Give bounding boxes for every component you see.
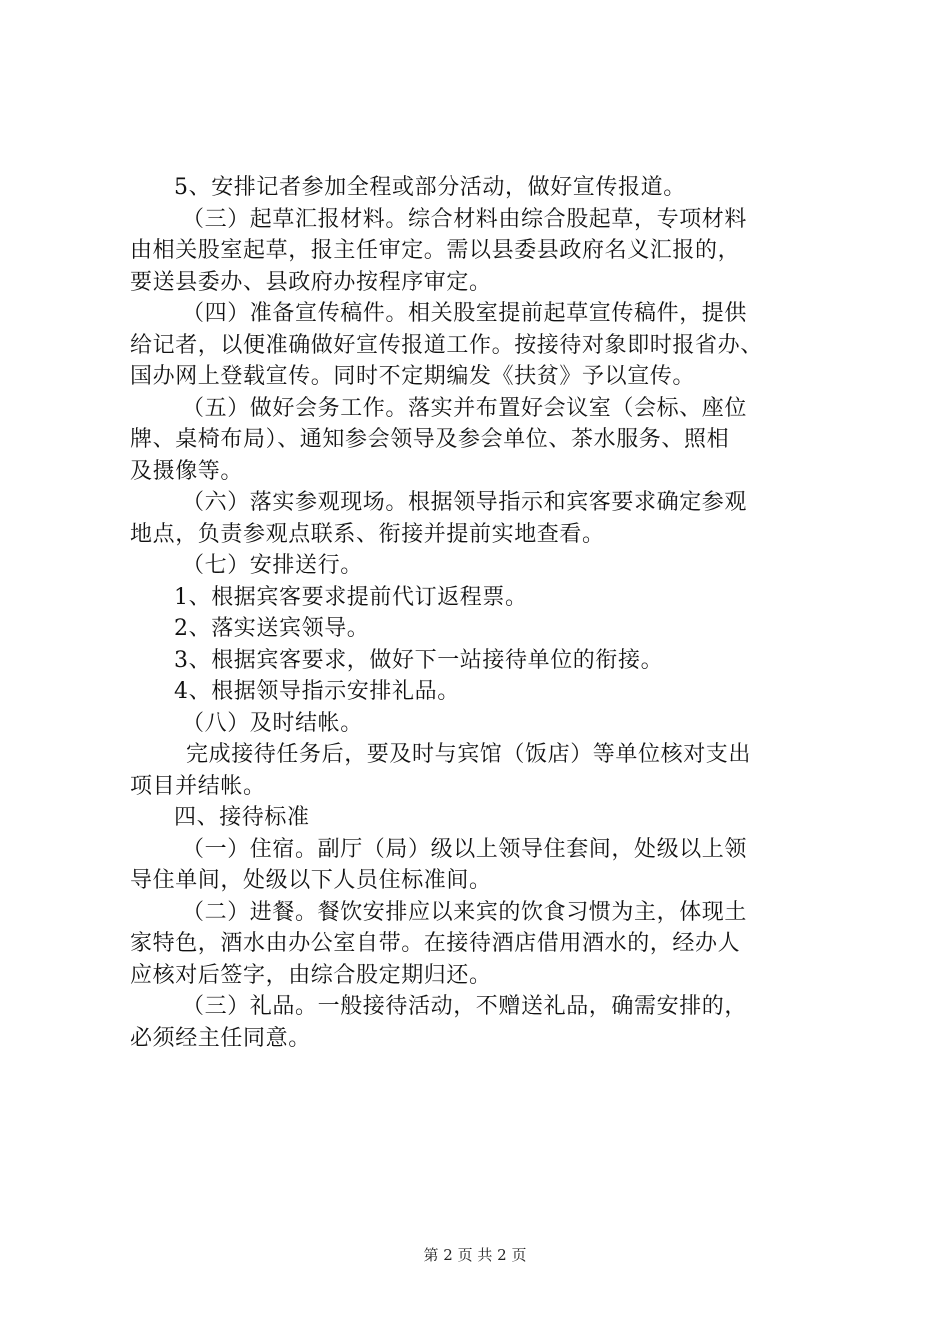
text-line: 要送县委办、县政府办按程序审定。	[130, 269, 492, 295]
document-body	[130, 172, 830, 1054]
text-line: 由相关股室起草，报主任审定。需以县委县政府名义汇报的，	[130, 238, 741, 263]
page-number: 第 2 页 共 2 页	[423, 1246, 527, 1264]
text-line: 给记者，以便准确做好宣传报道工作。按接待对象即时报省办、	[130, 332, 763, 358]
section-heading: 四、接待标准	[174, 805, 310, 830]
text-line: （六）落实参观现场。根据领导指示和宾客要求确定参观	[182, 490, 748, 515]
text-line: 必须经主任同意。	[130, 1025, 311, 1051]
text-line: 3、根据宾客要求，做好下一站接待单位的衔接。	[174, 647, 664, 673]
text-line: 4、根据领导指示安排礼品。	[174, 679, 460, 704]
text-line: （三）起草汇报材料。综合材料由综合股起草，专项材料	[182, 206, 748, 232]
text-line: 1、根据宾客要求提前代订返程票。	[174, 584, 528, 610]
text-line: 应核对后签字，由综合股定期归还。	[130, 962, 492, 988]
text-line: （八）及时结帐。	[182, 710, 363, 736]
text-line: （三）礼品。一般接待活动，不赠送礼品，确需安排的，	[182, 994, 748, 1019]
text-line: （七）安排送行。	[182, 553, 363, 578]
text-line: 牌、桌椅布局）、通知参会领导及参会单位、茶水服务、照相	[130, 427, 730, 452]
text-line: 家特色，酒水由办公室自带。在接待酒店借用酒水的，经办人	[130, 931, 741, 956]
text-line: 导住单间，处级以下人员住标准间。	[130, 868, 492, 893]
text-line: （四）准备宣传稿件。相关股室提前起草宣传稿件，提供	[182, 301, 748, 326]
text-line: 完成接待任务后，要及时与宾馆（饭店）等单位核对支出	[186, 742, 752, 767]
text-line: 项目并结帐。	[130, 773, 266, 799]
text-line: （一）住宿。副厅（局）级以上领导住套间，处级以上领	[182, 836, 748, 862]
text-line: 2、落实送宾领导。	[174, 616, 370, 641]
text-line: 及摄像等。	[130, 458, 244, 484]
text-line: （五）做好会务工作。落实并布置好会议室（会标、座位	[182, 395, 748, 421]
text-line: 地点，负责参观点联系、衔接并提前实地查看。	[130, 521, 605, 547]
text-line: 5、安排记者参加全程或部分活动，做好宣传报道。	[174, 175, 686, 200]
text-line: （二）进餐。餐饮安排应以来宾的饮食习惯为主，体现土	[182, 899, 748, 925]
text-line: 国办网上登载宣传。同时不定期编发《扶贫》予以宣传。	[130, 364, 696, 389]
